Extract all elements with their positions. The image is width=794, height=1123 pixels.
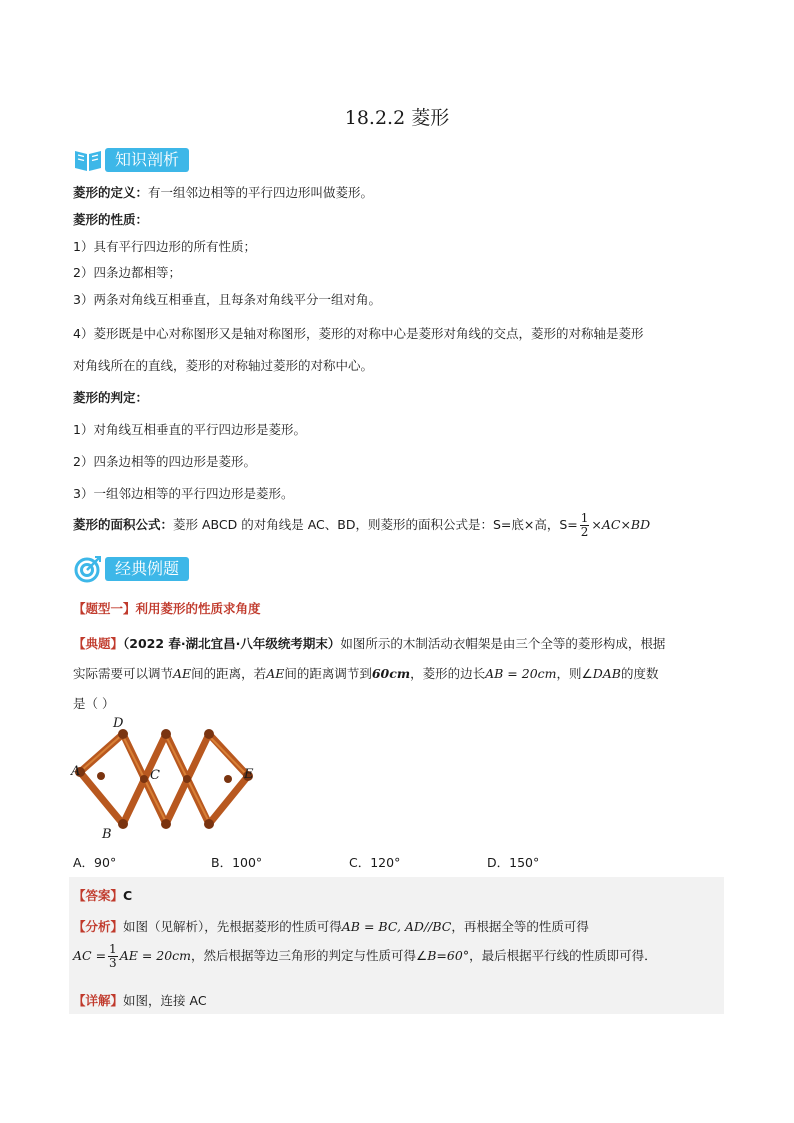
answer-line [73,886,132,904]
question-type-title: 【题型一】利用菱形的性质求角度 [73,601,261,616]
question-tag: 【典题】 [73,636,124,651]
analysis-tag: 【分析】 [73,919,124,934]
analysis-line-2: AC = $\frac{1}{3}$ AE = 20cm，然后根据等边三角形的判定与性质可得∠B=60°，最后根据平行线的性质即可得． [73,942,657,970]
detail-tag: 【详解】 [73,993,124,1008]
area-fraction: $\frac{1}{2}$ [580,511,589,539]
definition [73,183,373,201]
book-icon [73,145,103,175]
property-item: 2）四条边都相等； [73,265,181,280]
area-tail: ×AC×BD [591,517,651,532]
judgement-item: 2）四条边相等的四边形是菱形。 [73,454,256,469]
property-item: 3）两条对角线互相垂直，且每条对角线平分一组对角。 [73,292,381,307]
definition-text: 有一组邻边相等的平行四边形叫做菱形。 [148,185,374,200]
area-heading: 菱形的面积公式： [73,517,174,532]
point-label-c: C [150,768,160,783]
option-a: A．90° [73,855,117,870]
coat-rack-figure [68,714,268,844]
detail-line [73,991,207,1009]
target-icon [73,554,103,584]
analysis-line-1: 【分析】如图（见解析），先根据菱形的性质可得AB = BC, AD//BC，再根据全等的性质可得 [73,919,589,934]
option-b: B．100° [211,855,263,870]
question-source: （2022 春·湖北宜昌·八年级统考期末） [123,636,341,651]
question-line-3: 是（ ） [73,696,115,711]
definition-heading: 菱形的定义： [73,185,149,200]
option-c: C．120° [349,855,401,870]
section-label: 经典例题 [105,557,189,581]
coat-rack-image [68,714,268,844]
page-title: 18.2.2 菱形 [344,107,450,129]
judgement-item: 1）对角线互相垂直的平行四边形是菱形。 [73,422,306,437]
property-item: 对角线所在的直线，菱形的对称轴过菱形的对称中心。 [73,358,374,373]
point-label-a: A [71,764,81,779]
question-line-2: 实际需要可以调节AE间的距离，若AE间的距离调节到60cm，菱形的边长AB = 20cm，则∠DAB的度数 [73,666,659,681]
option-d: D．150° [487,855,540,870]
area-formula [73,512,650,539]
area-text: 菱形 ABCD 的对角线是 AC、BD，则菱形的面积公式是：S=底×高，S= [173,517,578,532]
point-label-e: E [244,767,254,782]
detail-text: 如图，连接 AC [123,993,207,1008]
property-item: 4）菱形既是中心对称图形又是轴对称图形，菱形的对称中心是菱形对角线的交点，菱形的对称轴是菱形 [73,326,644,341]
judgement-heading: 菱形的判定： [73,390,149,405]
judgement-item: 3）一组邻边相等的平行四边形是菱形。 [73,486,294,501]
point-label-b: B [102,827,112,842]
point-label-d: D [113,716,124,731]
answer-tag: 【答案】 [73,888,124,903]
analysis-fraction: $\frac{1}{3}$ [109,942,117,970]
question-text: 如图所示的木制活动衣帽架是由三个全等的菱形构成，根据 [340,636,666,651]
property-item: 1）具有平行四边形的所有性质； [73,239,256,254]
section-label: 知识剖析 [105,148,189,172]
properties-heading: 菱形的性质： [73,212,149,227]
answer-value: C [123,888,133,903]
solution-block [69,877,724,1014]
question-line-1 [73,634,665,652]
